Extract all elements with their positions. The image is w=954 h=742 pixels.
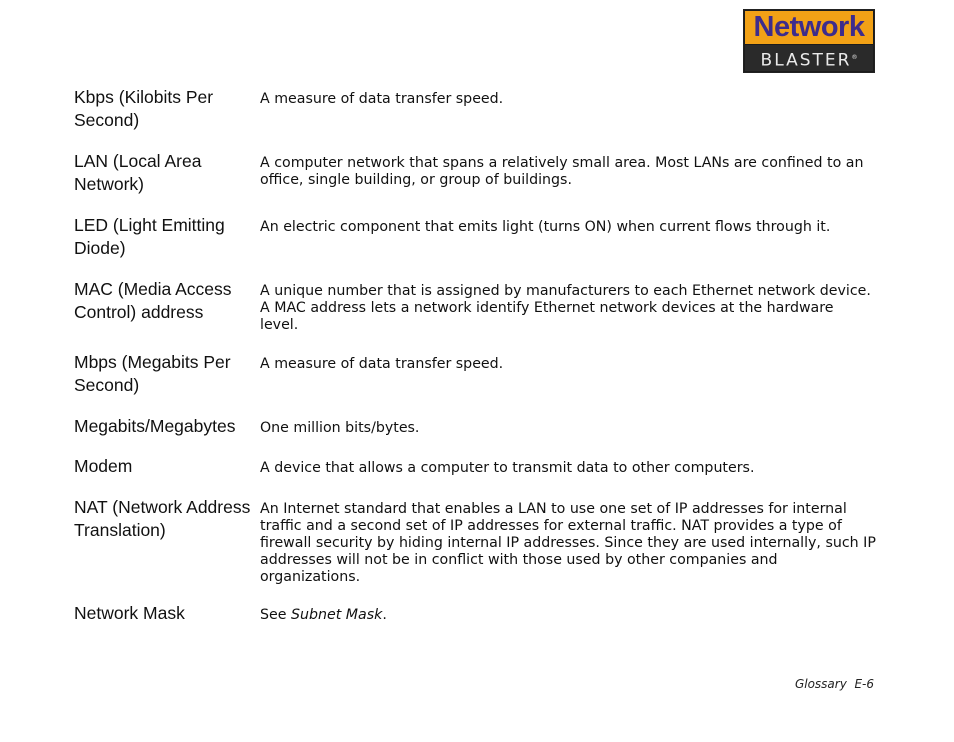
glossary-term: Mbps (Megabits Per Second)	[74, 352, 231, 395]
definition-suffix: .	[382, 607, 387, 623]
footer-section: Glossary	[794, 677, 847, 691]
glossary-definition: A device that allows a computer to transmit data to other computers.	[260, 460, 755, 476]
glossary-term: NAT (Network Address Translation)	[74, 497, 251, 540]
glossary-definition: A computer network that spans a relatively small area. Most LANs are confined to an office, single building, or group of buildings.	[260, 155, 864, 188]
definition-prefix: See	[260, 607, 291, 623]
trademark-mark: ®	[851, 54, 858, 61]
glossary-definition: A measure of data transfer speed.	[260, 356, 504, 372]
glossary-term: Kbps (Kilobits Per Second)	[74, 87, 214, 130]
glossary-definition: A measure of data transfer speed.	[260, 91, 504, 107]
glossary-term: Network Mask	[74, 603, 185, 623]
glossary-term: MAC (Media Access Control) address	[74, 279, 232, 322]
glossary-definition	[260, 607, 876, 624]
glossary-term: Modem	[74, 456, 133, 476]
glossary-definition: An electric component that emits light (turns ON) when current flows through it.	[260, 219, 831, 235]
glossary-definition: One million bits/bytes.	[260, 420, 420, 436]
glossary-definition: An Internet standard that enables a LAN to use one set of IP addresses for internal traffic and a second set of IP addresses for external traffic. NAT provides a type of firewall security by hiding internal IP addresses. Since they are used internally, such IP addresses will not be in conflict with those used by other companies and organizations.	[260, 501, 876, 585]
page-footer	[795, 677, 874, 691]
footer-page-number: E-6	[854, 677, 874, 691]
network-blaster-logo	[743, 9, 875, 73]
logo-blaster-word: BLASTER	[760, 50, 852, 71]
glossary-definition: A unique number that is assigned by manufacturers to each Ethernet network device. A MAC address lets a network identify Ethernet network devices at the hardware level.	[260, 283, 871, 333]
glossary-term: Megabits/Megabytes	[74, 416, 236, 436]
glossary-term: LAN (Local Area Network)	[74, 151, 202, 194]
glossary-term: LED (Light Emitting Diode)	[74, 215, 225, 258]
logo-blaster-text	[745, 45, 873, 71]
logo-network-text: Network	[745, 11, 873, 44]
subnet-mask-reference: Subnet Mask	[290, 607, 383, 623]
